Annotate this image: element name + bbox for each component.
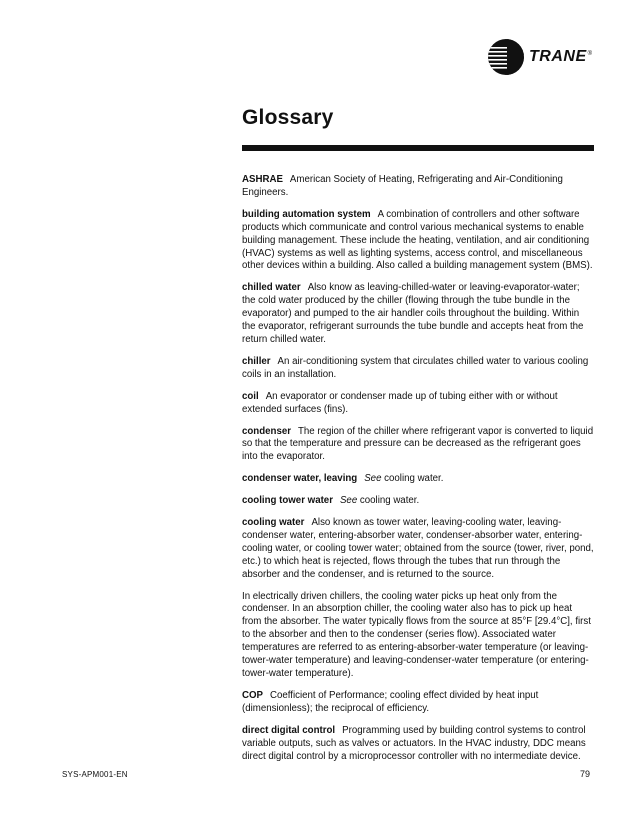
glossary-entry bbox=[242, 282, 594, 347]
glossary-definition: American Society of Heating, Refrigerating and Air-Conditioning Engineers. bbox=[242, 174, 563, 198]
glossary-term: condenser bbox=[242, 425, 291, 437]
glossary-term: chilled water bbox=[242, 282, 301, 294]
page-title: Glossary bbox=[242, 106, 334, 129]
glossary-definition: An evaporator or condenser made up of tubing either with or without extended surfaces (fins). bbox=[242, 390, 558, 415]
glossary-term: direct digital control bbox=[242, 724, 336, 736]
glossary-entry bbox=[242, 690, 594, 716]
glossary-entry bbox=[242, 356, 594, 382]
glossary-definition: A combination of controllers and other software products which communicate and control various mechanical systems to enable building management. These include the heating, ventilation, and air conditioning (HVAC) systems as well as lighting systems, access control, and miscellaneous other devices within a building. Also called a building management system (BMS). bbox=[242, 208, 593, 272]
glossary-definition: Also know as leaving-chilled-water or leaving-evaporator-water; the cold water produced by the chiller (flowing through the tube bundle in the evaporator) and pumped to the air handler coils throughout the building. Within the evaporator, refrigerant surrounds the tube bundle and accepts heat from the return chilled water. bbox=[242, 282, 584, 345]
glossary-entry bbox=[242, 517, 594, 582]
glossary-entry bbox=[242, 495, 594, 508]
glossary-definition: Also known as tower water, leaving-cooling water, leaving-condenser water, entering-absorber water, condenser-absorber water, entering-cooling water, or cooling tower water; obtained from the source (tower, river, pond, etc.) to which heat is rejected, flows through the tubes that run through the absorber and the condenser, and is returned to the source. bbox=[242, 517, 594, 580]
glossary-term: building automation system bbox=[242, 208, 371, 220]
doc-code: SYS-APM001-EN bbox=[62, 770, 128, 779]
glossary-definition: cooling water. bbox=[384, 473, 444, 485]
glossary-term: ASHRAE bbox=[242, 174, 283, 185]
glossary-entry bbox=[242, 426, 594, 465]
glossary-definition: In electrically driven chillers, the cooling water picks up heat only from the condenser. In an absorption chiller, the cooling water also has to pick up heat from the absorber. The water typically flows from the source at 85°F [29.4°C], first to the absorber and then to the condenser (series flow). Associated water temperatures are referred to as entering-absorber-water temperature (or leaving-tower-water temperature) and leaving-condenser-water temperature (or entering-tower-water temperature). bbox=[242, 590, 591, 679]
glossary-term: condenser water, leaving bbox=[242, 473, 358, 485]
glossary-definition: Coefficient of Performance; cooling effect divided by heat input (dimensionless); the reciprocal of efficiency. bbox=[242, 689, 539, 714]
see-reference: See bbox=[364, 473, 382, 485]
glossary-term: chiller bbox=[242, 355, 271, 367]
glossary-entry bbox=[242, 591, 594, 681]
glossary-definition: An air-conditioning system that circulates chilled water to various cooling coils in an installation. bbox=[242, 355, 589, 380]
glossary-term: cooling water bbox=[242, 517, 305, 529]
glossary-entry bbox=[242, 725, 594, 764]
glossary-list bbox=[242, 174, 594, 772]
glossary-term: cooling tower water bbox=[242, 495, 333, 507]
title-rule bbox=[242, 145, 594, 151]
glossary-entry bbox=[242, 209, 594, 274]
glossary-entry bbox=[242, 391, 594, 417]
see-reference: See bbox=[339, 495, 358, 507]
glossary-term: coil bbox=[242, 390, 259, 402]
glossary-definition: Programming used by building control systems to control variable outputs, such as valves or actuators. In the HVAC industry, DDC means direct digital control by a microprocessor controller with no intermediate device. bbox=[242, 724, 586, 762]
glossary-entry bbox=[242, 473, 594, 486]
brand-wordmark: TRANE® bbox=[529, 48, 593, 65]
glossary-definition: The region of the chiller where refrigerant vapor is converted to liquid so that the temperature and pressure can be decreased as the refrigerant goes into the evaporator. bbox=[242, 425, 594, 463]
trane-logo bbox=[487, 37, 607, 77]
page-number: 79 bbox=[580, 769, 591, 779]
glossary-entry bbox=[242, 174, 594, 200]
trane-globe-icon bbox=[487, 38, 525, 76]
glossary-definition: cooling water. bbox=[359, 495, 420, 507]
glossary-term: COP bbox=[242, 689, 263, 701]
